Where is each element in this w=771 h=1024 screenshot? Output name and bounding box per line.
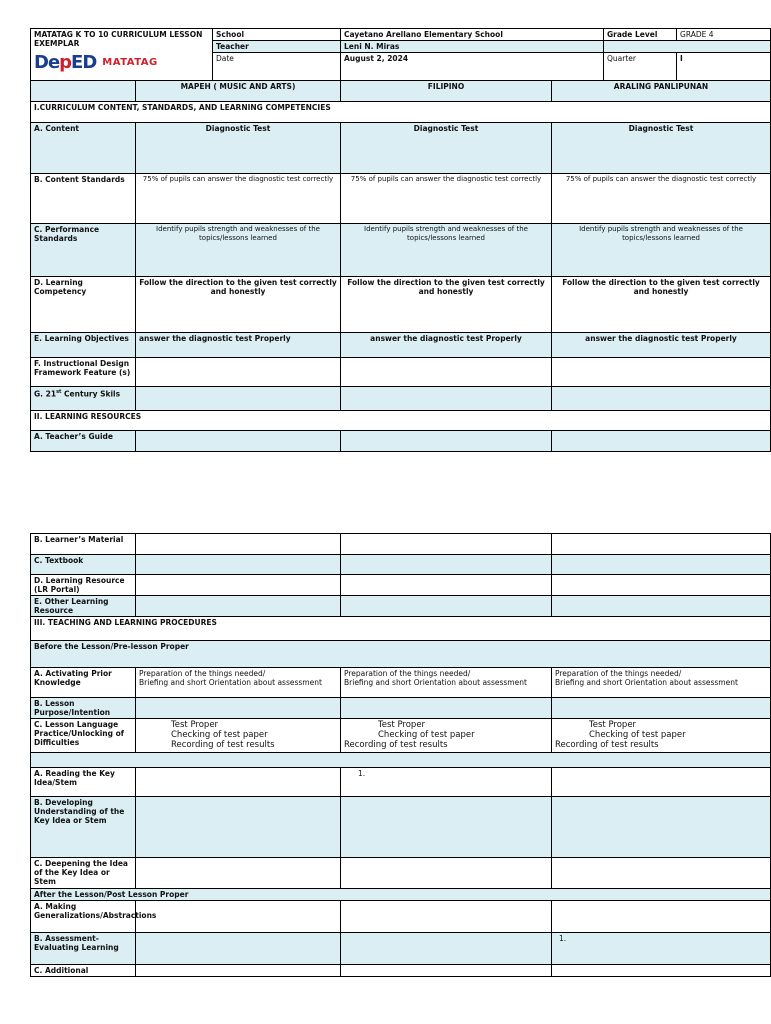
empty-cell	[552, 965, 771, 977]
teacher-label: Teacher	[213, 41, 341, 53]
exemplar-title-cell	[31, 29, 213, 53]
empty-cell	[341, 965, 552, 977]
assessment-araling: 1.	[552, 933, 771, 965]
empty-cell	[552, 534, 771, 555]
before-lesson-heading: Before the Lesson/Pre-lesson Proper	[31, 641, 771, 668]
empty-cell	[341, 431, 552, 452]
empty-cell	[136, 698, 341, 719]
empty-cell	[136, 858, 341, 889]
empty-cell	[341, 901, 552, 933]
logo-cell	[31, 53, 213, 81]
empty-cell	[31, 81, 136, 102]
content-mapeh: Diagnostic Test	[136, 123, 341, 174]
empty-cell	[341, 534, 552, 555]
row-label-content: A. Content	[31, 123, 136, 174]
row-label-lesson-purpose: B. Lesson Purpose/Intention	[31, 698, 136, 719]
empty-cell	[136, 575, 341, 596]
after-lesson-heading: After the Lesson/Post Lesson Proper	[31, 889, 771, 901]
empty-cell	[552, 596, 771, 617]
row-label-learning-objectives: E. Learning Objectives	[31, 333, 136, 358]
activating-filipino: Preparation of the things needed/ Briefing and short Orientation about assessment	[341, 668, 552, 698]
section-heading-curriculum: I.CURRICULUM CONTENT, STANDARDS, AND LEARNING COMPETENCIES	[31, 102, 771, 123]
empty-cell	[136, 797, 341, 858]
empty-cell	[604, 41, 771, 53]
performance-mapeh: Identify pupils strength and weaknesses of the topics/lessons learned	[136, 224, 341, 277]
empty-cell	[552, 387, 771, 411]
empty-cell	[136, 901, 341, 933]
standards-mapeh: 75% of pupils can answer the diagnostic test correctly	[136, 174, 341, 224]
school-label: School	[213, 29, 341, 41]
school-value: Cayetano Arellano Elementary School	[341, 29, 604, 41]
logo-group	[34, 51, 209, 73]
row-label-generalizations: A. Making Generalizations/Abstractions	[31, 901, 136, 933]
subject-header-araling: ARALING PANLIPUNAN	[552, 81, 771, 102]
empty-cell	[341, 858, 552, 889]
row-label-learners-material: B. Learner’s Material	[31, 534, 136, 555]
empty-cell	[341, 698, 552, 719]
empty-cell	[552, 358, 771, 387]
deped-logo: DepED	[34, 51, 97, 73]
row-label-other-resource: E. Other Learning Resource	[31, 596, 136, 617]
performance-araling: Identify pupils strength and weaknesses of the topics/lessons learned	[552, 224, 771, 277]
empty-cell	[552, 555, 771, 575]
activating-mapeh: Preparation of the things needed/ Briefing and short Orientation about assessment	[136, 668, 341, 698]
row-label-teachers-guide: A. Teacher’s Guide	[31, 431, 136, 452]
row-label-21st-century-skills: G. 21st Century Skils	[31, 387, 136, 411]
row-label-reading-key-idea: A. Reading the Key Idea/Stem	[31, 768, 136, 797]
objectives-filipino: answer the diagnostic test Properly	[341, 333, 552, 358]
empty-cell	[136, 596, 341, 617]
quarter-label: Quarter	[604, 53, 677, 81]
empty-cell	[341, 387, 552, 411]
lesson-exemplar-table-page-1	[30, 28, 771, 452]
empty-cell	[136, 358, 341, 387]
empty-cell	[31, 753, 771, 768]
empty-cell	[552, 768, 771, 797]
row-label-textbook: C. Textbook	[31, 555, 136, 575]
quarter-value: I	[677, 53, 771, 81]
empty-cell	[341, 797, 552, 858]
empty-cell	[552, 575, 771, 596]
row-label-instructional-design: F. Instructional Design Framework Feature (s)	[31, 358, 136, 387]
row-label-activating-knowledge: A. Activating Prior Knowledge	[31, 668, 136, 698]
empty-cell	[136, 768, 341, 797]
teacher-value: Leni N. Miras	[341, 41, 604, 53]
content-araling: Diagnostic Test	[552, 123, 771, 174]
competency-mapeh: Follow the direction to the given test correctly and honestly	[136, 277, 341, 333]
section-heading-procedures: III. TEACHING AND LEARNING PROCEDURES	[31, 617, 771, 641]
content-filipino: Diagnostic Test	[341, 123, 552, 174]
language-filipino: Test Proper Checking of test paper Recording of test results	[341, 719, 552, 753]
empty-cell	[552, 901, 771, 933]
empty-cell	[552, 858, 771, 889]
language-mapeh: Test Proper Checking of test paper Recording of test results	[136, 719, 341, 753]
empty-cell	[136, 965, 341, 977]
row-label-developing-understanding: B. Developing Understanding of the Key Idea or Stem	[31, 797, 136, 858]
empty-cell	[136, 933, 341, 965]
reading-filipino: 1.	[341, 768, 552, 797]
objectives-mapeh: answer the diagnostic test Properly	[136, 333, 341, 358]
date-label: Date	[213, 53, 341, 81]
row-label-learning-competency: D. Learning Competency	[31, 277, 136, 333]
lesson-exemplar-table-page-2	[30, 533, 771, 977]
date-value: August 2, 2024	[341, 53, 604, 81]
empty-cell	[136, 555, 341, 575]
empty-cell	[341, 933, 552, 965]
row-label-assessment: B. Assessment- Evaluating Learning	[31, 933, 136, 965]
standards-filipino: 75% of pupils can answer the diagnostic test correctly	[341, 174, 552, 224]
row-label-lr-portal: D. Learning Resource (LR Portal)	[31, 575, 136, 596]
performance-filipino: Identify pupils strength and weaknesses of the topics/lessons learned	[341, 224, 552, 277]
standards-araling: 75% of pupils can answer the diagnostic test correctly	[552, 174, 771, 224]
section-heading-learning-resources: II. LEARNING RESOURCES	[31, 411, 771, 431]
grade-level-label: Grade Level	[604, 29, 677, 41]
empty-cell	[552, 797, 771, 858]
row-label-language-practice: C. Lesson Language Practice/Unlocking of Difficulties	[31, 719, 136, 753]
activating-araling: Preparation of the things needed/ Briefing and short Orientation about assessment	[552, 668, 771, 698]
empty-cell	[136, 387, 341, 411]
row-label-deepening-idea: C. Deepening the Idea of the Key Idea or Stem	[31, 858, 136, 889]
exemplar-title: MATATAG K TO 10 CURRICULUM LESSON EXEMPLAR	[34, 30, 203, 48]
empty-cell	[136, 431, 341, 452]
empty-cell	[341, 555, 552, 575]
matatag-logo: MATATAG	[102, 56, 158, 68]
row-label-content-standards: B. Content Standards	[31, 174, 136, 224]
objectives-araling: answer the diagnostic test Properly	[552, 333, 771, 358]
language-araling: Test Proper Checking of test paper Recording of test results	[552, 719, 771, 753]
empty-cell	[552, 431, 771, 452]
competency-araling: Follow the direction to the given test correctly and honestly	[552, 277, 771, 333]
empty-cell	[341, 358, 552, 387]
subject-header-filipino: FILIPINO	[341, 81, 552, 102]
grade-level-value: GRADE 4	[677, 29, 771, 41]
competency-filipino: Follow the direction to the given test correctly and honestly	[341, 277, 552, 333]
empty-cell	[341, 575, 552, 596]
row-label-additional: C. Additional	[31, 965, 136, 977]
row-label-performance-standards: C. Performance Standards	[31, 224, 136, 277]
empty-cell	[136, 534, 341, 555]
empty-cell	[341, 596, 552, 617]
subject-header-mapeh: MAPEH ( MUSIC AND ARTS)	[136, 81, 341, 102]
empty-cell	[552, 698, 771, 719]
